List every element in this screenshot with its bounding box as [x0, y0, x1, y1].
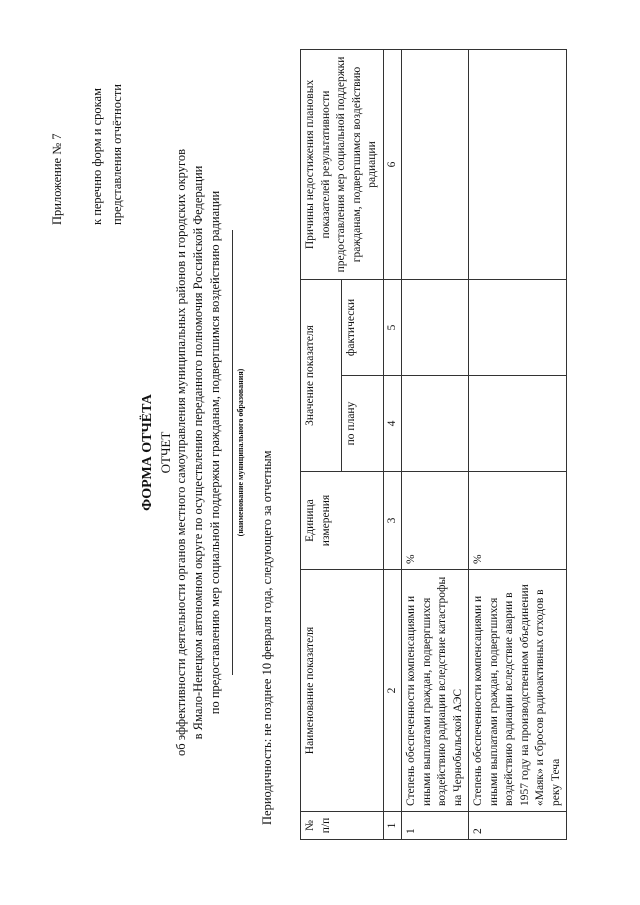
column-numbers-row [383, 49, 402, 839]
column-number: 4 [383, 376, 402, 472]
plan-value-cell [402, 376, 469, 472]
unit-cell: % [469, 472, 567, 570]
periodicity-note: Периодичность: не позднее 10 февраля года, следующего за отчетным [260, 450, 274, 825]
unit-cell: % [402, 472, 469, 570]
appendix-line-2: к перечню форм и срокам [90, 87, 104, 225]
indicator-name: Степень обеспеченности компенсациями и иными выплатами граждан, подвергшихся воздействию радиации вследствие аварии в 1957 году на производственном объединении «Маяк» и сбросов радиоактивных отходов в реку Теча [469, 570, 567, 812]
table-row [402, 49, 469, 839]
fact-value-cell [402, 279, 469, 375]
report-subtitle-line-1: об эффективности деятельности органов местного самоуправления муниципальных районов и городских округов [174, 149, 188, 756]
header-reasons: Причины недостижения плановых показателей результативности предоставления мер социальной поддержки гражданам, подвергшимся воздействию радиации [301, 49, 384, 279]
municipality-blank-line [232, 230, 233, 675]
report-subtitle-line-2: в Ямало-Ненецком автономном округе по осуществлению переданного полномочия Российской Федерации [191, 165, 205, 740]
header-fact: фактически [342, 279, 383, 375]
report-heading: ОТЧЕТ [158, 431, 173, 474]
reasons-cell [469, 49, 567, 279]
column-number: 6 [383, 49, 402, 279]
reasons-cell [402, 49, 469, 279]
header-indicator-value: Значение показателя [301, 279, 342, 471]
row-number: 2 [469, 812, 567, 840]
header-plan: по плану [342, 376, 383, 472]
column-number: 2 [383, 570, 402, 812]
column-number: 5 [383, 279, 402, 375]
report-subtitle-line-3: по предоставлению мер социальной поддержки гражданам, подвергшимся воздействию радиации [208, 190, 222, 715]
form-title: ФОРМА ОТЧЁТА [140, 394, 155, 511]
row-number: 1 [402, 812, 469, 840]
appendix-number: Приложение № 7 [50, 133, 64, 225]
municipality-caption: (наименование муниципального образования) [236, 368, 245, 537]
report-table [300, 49, 567, 840]
indicator-name: Степень обеспеченности компенсациями и иными выплатами граждан, подвергшихся воздействию радиации вследствие катастрофы на Чернобыльской АЭС [402, 570, 469, 812]
table-row [469, 49, 567, 839]
appendix-line-3: представления отчётности [110, 84, 124, 225]
column-number: 3 [383, 472, 402, 570]
fact-value-cell [469, 279, 567, 375]
header-indicator-name: Наименование показателя [301, 570, 384, 812]
plan-value-cell [469, 376, 567, 472]
header-number: № п/п [301, 812, 384, 840]
column-number: 1 [383, 812, 402, 840]
header-unit: Единица измерения [301, 472, 384, 570]
